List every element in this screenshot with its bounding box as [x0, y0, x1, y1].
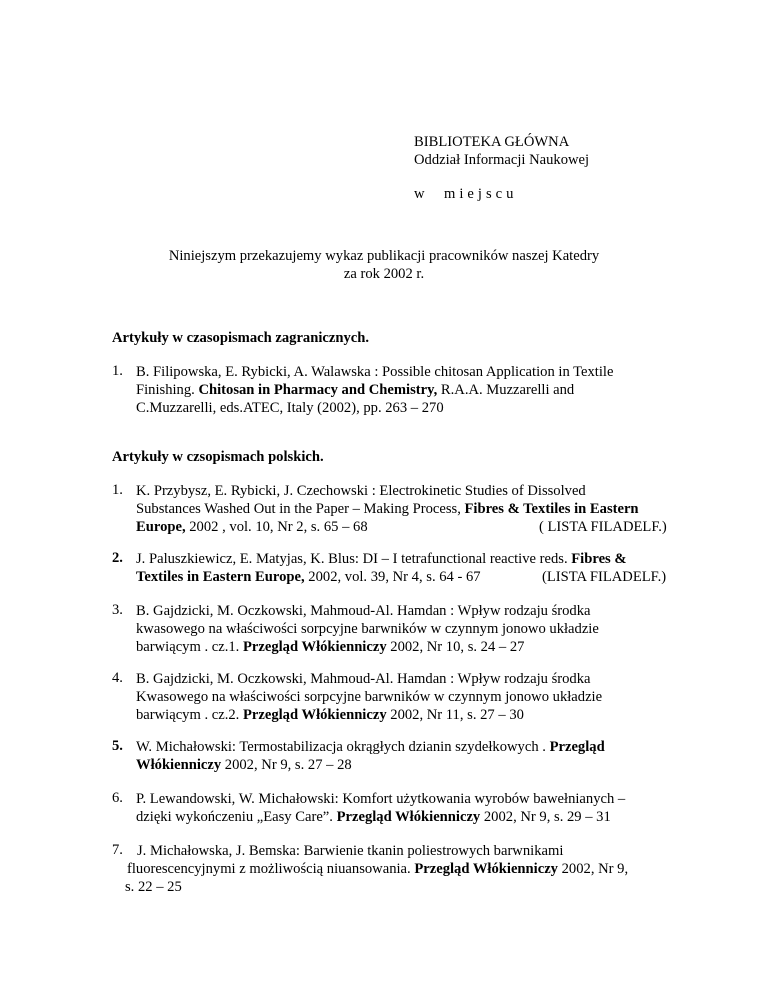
item-line [136, 738, 605, 756]
journal-title: Europe, [136, 519, 186, 535]
item-number: 5. [112, 738, 123, 754]
lista-filadelf: (LISTA FILADELF.) [542, 569, 667, 585]
item-line: P. Lewandowski, W. Michałowski: Komfort użytkowania wyrobów bawełnianych – [136, 791, 626, 807]
item-line [136, 808, 611, 826]
item-line [136, 756, 352, 774]
department-name: Oddział Informacji Naukowej [414, 152, 590, 168]
journal-title: Fibres & Textiles in Eastern [464, 501, 639, 517]
item-number: 6. [112, 790, 123, 806]
item-line: B. Filipowska, E. Rybicki, A. Walawska : Possible chitosan Application in Textile [136, 364, 614, 380]
item-text: 2002, Nr 9, [557, 861, 629, 877]
item-text: 2002 , vol. 10, Nr 2, s. 65 – 68 [185, 519, 368, 535]
item-text: R.A.A. Muzzarelli and [437, 382, 575, 398]
item-line [136, 568, 481, 586]
item-line: B. Gajdzicki, M. Oczkowski, Mahmoud-Al. Hamdan : Wpływ rodzaju środka [136, 671, 591, 687]
item-text: 2002, Nr 9, s. 29 – 31 [480, 809, 611, 825]
journal-title: Chitosan in Pharmacy and Chemistry, [198, 382, 438, 398]
item-line [136, 518, 368, 536]
item-text: barwiącym . cz.1. [136, 639, 243, 655]
intro-line-2: za rok 2002 r. [343, 266, 425, 282]
item-number: 1. [112, 363, 123, 379]
journal-title: Przegląd [549, 739, 605, 755]
item-number: 1. [112, 482, 123, 498]
item-text: 2002, Nr 10, s. 24 – 27 [386, 639, 525, 655]
journal-title: Przegląd Włókienniczy [242, 639, 387, 655]
item-line: B. Gajdzicki, M. Oczkowski, Mahmoud-Al. Hamdan : Wpływ rodzaju środka [136, 603, 591, 619]
item-number: 2. [112, 550, 123, 566]
location-place: miejscu [444, 186, 518, 202]
item-line: kwasowego na właściwości sorpcyjne barwników w czynnym jonowo układzie [136, 621, 599, 637]
item-text: fluorescencyjnymi z możliwością niuansowania. [127, 861, 415, 877]
item-line [136, 381, 574, 399]
item-text: Finishing. [136, 382, 199, 398]
section-heading-foreign: Artykuły w czasopismach zagranicznych. [112, 330, 369, 346]
item-line: Kwasowego na właściwości sorpcyjne barwników w czynnym jonowo układzie [136, 689, 603, 705]
item-number: 7. [112, 842, 123, 858]
journal-title: Fibres & [571, 551, 627, 567]
journal-title: Textiles in Eastern Europe, [136, 569, 305, 585]
section-heading-polish: Artykuły w czsopismach polskich. [112, 449, 324, 465]
item-text: 2002, Nr 11, s. 27 – 30 [386, 707, 524, 723]
item-text: dzięki wykończeniu „Easy Care”. [136, 809, 337, 825]
journal-title: Przegląd Włókienniczy [414, 861, 558, 877]
journal-title: Przegląd Włókienniczy [242, 707, 387, 723]
item-text: barwiącym . cz.2. [136, 707, 243, 723]
item-line [136, 500, 639, 518]
item-line [127, 860, 628, 878]
item-number: 4. [112, 670, 123, 686]
item-line: s. 22 – 25 [125, 879, 182, 895]
intro-line-1: Niniejszym przekazujemy wykaz publikacji pracowników naszej Katedry [168, 248, 600, 264]
library-name: BIBLIOTEKA GŁÓWNA [414, 134, 570, 150]
journal-title: Przegląd Włókienniczy [336, 809, 481, 825]
item-number: 3. [112, 602, 123, 618]
item-text: W. Michałowski: Termostabilizacja okrągłych dzianin szydełkowych . [136, 739, 550, 755]
item-text: Substances Washed Out in the Paper – Making Process, [136, 501, 465, 517]
journal-title: Włókienniczy [136, 757, 222, 773]
item-line: C.Muzzarelli, eds.ATEC, Italy (2002), pp. 263 – 270 [136, 400, 444, 416]
item-text: 2002, Nr 9, s. 27 – 28 [221, 757, 352, 773]
location-w: w [414, 186, 425, 202]
item-text: 2002, vol. 39, Nr 4, s. 64 - 67 [304, 569, 481, 585]
lista-filadelf: ( LISTA FILADELF.) [539, 519, 667, 535]
item-line: J. Michałowska, J. Bemska: Barwienie tkanin poliestrowych barwnikami [137, 843, 564, 859]
item-text: J. Paluszkiewicz, E. Matyjas, K. Blus: DI – I tetrafunctional reactive reds. [136, 551, 572, 567]
item-line [136, 638, 524, 656]
item-line [136, 550, 627, 568]
item-line [136, 706, 524, 724]
item-line: K. Przybysz, E. Rybicki, J. Czechowski : Electrokinetic Studies of Dissolved [136, 483, 586, 499]
